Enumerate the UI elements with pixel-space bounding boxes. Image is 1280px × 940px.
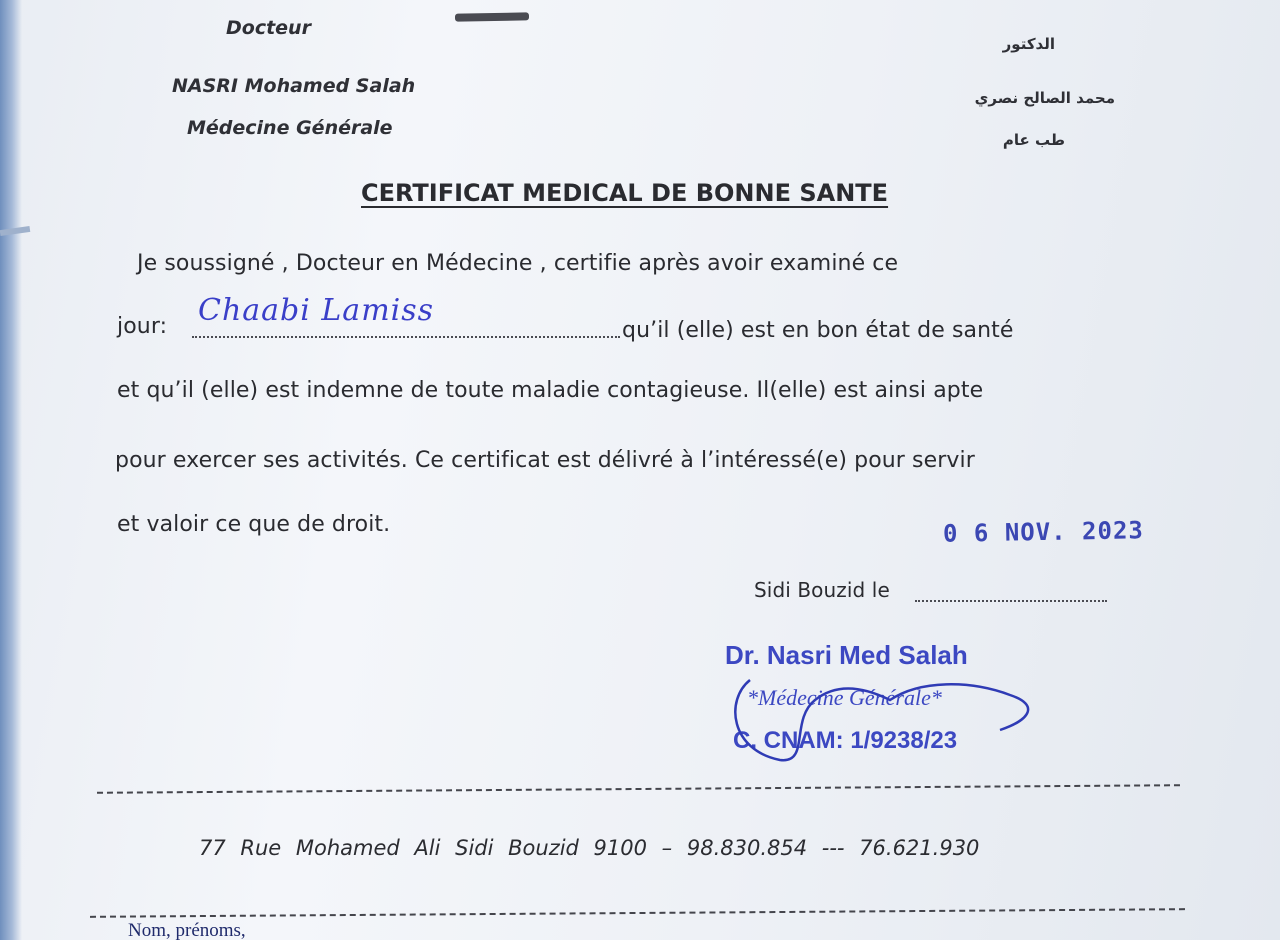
next-form-label: Nom, prénoms, xyxy=(128,920,246,940)
footer-address: 77 Rue Mohamed Ali Sidi Bouzid 9100 – 98.830.854 --- 76.621.930 xyxy=(199,836,980,860)
body-line-4: pour exercer ses activités. Ce certificat est délivré à l’intéressé(e) pour servir xyxy=(115,448,975,473)
stamp-cnam-code: C. CNAM: 1/9238/23 xyxy=(733,727,958,754)
footer-divider xyxy=(97,784,1180,794)
place-label: Sidi Bouzid le xyxy=(754,578,890,602)
doctor-title-ar: الدكتور xyxy=(1002,35,1055,53)
page-edge xyxy=(0,0,22,940)
doctor-name-fr: NASRI Mohamed Salah xyxy=(172,75,416,97)
body-line-2-prefix: jour: xyxy=(117,314,168,339)
doctor-specialty-ar: طب عام xyxy=(1002,131,1065,149)
stamp-doctor-name: Dr. Nasri Med Salah xyxy=(725,640,968,670)
bottom-divider xyxy=(90,908,1185,918)
date-stamp: 0 6 NOV. 2023 xyxy=(942,516,1145,548)
body-line-2-suffix: qu’il (elle) est en bon état de santé xyxy=(622,318,1014,343)
body-line-5: et valoir ce que de droit. xyxy=(117,512,391,537)
doctor-specialty-fr: Médecine Générale xyxy=(187,117,393,139)
stamp-specialty: *Médecine Générale* xyxy=(747,685,942,710)
signature-scribble xyxy=(720,660,1050,770)
pencil-mark xyxy=(455,12,529,21)
name-dotted-line xyxy=(192,336,620,338)
document-title: CERTIFICAT MEDICAL DE BONNE SANTE xyxy=(361,179,889,207)
doctor-name-ar: محمد الصالح نصري xyxy=(974,89,1115,107)
patient-name-handwritten: Chaabi Lamiss xyxy=(198,293,435,328)
doctor-title-fr: Docteur xyxy=(226,17,311,39)
body-line-3: et qu’il (elle) est indemne de toute maladie contagieuse. Il(elle) est ainsi apte xyxy=(117,378,984,403)
body-line-1: Je soussigné , Docteur en Médecine , certifie après avoir examiné ce xyxy=(137,251,899,276)
place-date-dotted-line xyxy=(915,600,1107,602)
